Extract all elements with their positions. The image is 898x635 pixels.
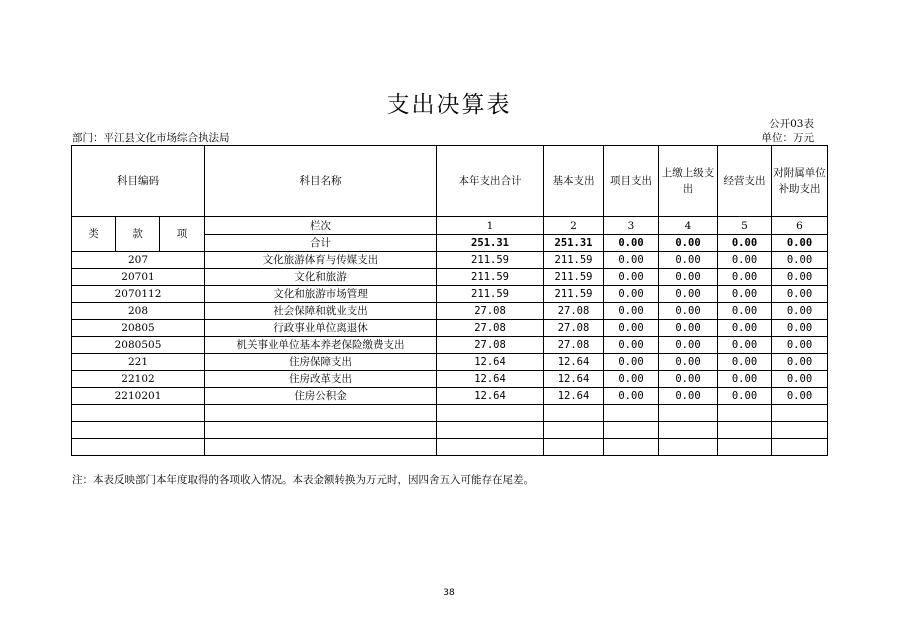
total-label: 合计 <box>205 235 437 252</box>
row-name: 住房保障支出 <box>205 354 437 371</box>
row-value: 0.00 <box>718 303 772 320</box>
empty-cell <box>659 439 718 456</box>
total-value: 251.31 <box>544 235 604 252</box>
row-value: 12.64 <box>437 371 544 388</box>
empty-cell <box>72 422 205 439</box>
row-value: 0.00 <box>718 252 772 269</box>
header-total: 本年支出合计 <box>437 146 544 217</box>
form-number: 公开03表 <box>769 118 814 130</box>
row-name: 文化旅游体育与传媒支出 <box>205 252 437 269</box>
row-name: 文化和旅游市场管理 <box>205 286 437 303</box>
row-value: 0.00 <box>718 388 772 405</box>
footnote: 注：本表反映部门本年度取得的各项收入情况。本表金额转换为万元时，因四舍五入可能存在尾差。 <box>72 474 534 486</box>
header-project: 项目支出 <box>604 146 659 217</box>
table-row <box>72 337 828 354</box>
row-code: 2070112 <box>72 286 205 303</box>
row-value: 0.00 <box>718 371 772 388</box>
column-number-row <box>72 217 828 235</box>
table-row <box>72 371 828 388</box>
row-value: 0.00 <box>604 269 659 286</box>
row-value: 12.64 <box>437 354 544 371</box>
row-value: 0.00 <box>772 269 828 286</box>
row-value: 0.00 <box>659 252 718 269</box>
col-number: 1 <box>437 217 544 235</box>
row-value: 0.00 <box>604 337 659 354</box>
row-code: 208 <box>72 303 205 320</box>
row-value: 0.00 <box>604 286 659 303</box>
page-title: 支出决算表 <box>386 92 512 118</box>
empty-cell <box>772 439 828 456</box>
row-value: 0.00 <box>718 320 772 337</box>
empty-cell <box>544 439 604 456</box>
empty-cell <box>205 439 437 456</box>
col-number: 5 <box>718 217 772 235</box>
row-name: 行政事业单位离退休 <box>205 320 437 337</box>
total-value: 251.31 <box>437 235 544 252</box>
header-operating: 经营支出 <box>718 146 772 217</box>
unit-label: 单位：万元 <box>761 132 814 144</box>
header-kuan: 款 <box>116 217 160 252</box>
row-code: 22102 <box>72 371 205 388</box>
table-row <box>72 388 828 405</box>
total-value: 0.00 <box>604 235 659 252</box>
row-value: 0.00 <box>659 354 718 371</box>
row-value: 0.00 <box>772 388 828 405</box>
empty-cell <box>772 422 828 439</box>
header-remit: 上缴上级支出 <box>659 146 718 217</box>
row-value: 0.00 <box>718 286 772 303</box>
row-value: 0.00 <box>604 303 659 320</box>
row-value: 211.59 <box>437 269 544 286</box>
row-name: 文化和旅游 <box>205 269 437 286</box>
row-value: 0.00 <box>659 337 718 354</box>
col-number: 3 <box>604 217 659 235</box>
row-value: 211.59 <box>544 269 604 286</box>
row-value: 0.00 <box>772 337 828 354</box>
row-value: 0.00 <box>659 320 718 337</box>
row-code: 2080505 <box>72 337 205 354</box>
table-row <box>72 354 828 371</box>
row-value: 0.00 <box>718 269 772 286</box>
total-value: 0.00 <box>659 235 718 252</box>
table-row <box>72 320 828 337</box>
row-value: 0.00 <box>718 354 772 371</box>
header-code: 科目编码 <box>72 146 205 217</box>
row-value: 211.59 <box>544 252 604 269</box>
header-subsidy: 对附属单位补助支出 <box>772 146 828 217</box>
total-value: 0.00 <box>772 235 828 252</box>
empty-cell <box>718 405 772 422</box>
empty-cell <box>205 422 437 439</box>
col-number: 4 <box>659 217 718 235</box>
column-label: 栏次 <box>205 217 437 235</box>
row-value: 0.00 <box>604 252 659 269</box>
row-value: 27.08 <box>544 337 604 354</box>
row-value: 0.00 <box>604 354 659 371</box>
col-number: 6 <box>772 217 828 235</box>
empty-cell <box>659 405 718 422</box>
empty-cell <box>604 405 659 422</box>
empty-row <box>72 405 828 422</box>
row-value: 0.00 <box>659 388 718 405</box>
row-value: 12.64 <box>544 388 604 405</box>
empty-row <box>72 422 828 439</box>
empty-cell <box>604 439 659 456</box>
empty-cell <box>772 405 828 422</box>
table-row <box>72 269 828 286</box>
row-name: 住房公积金 <box>205 388 437 405</box>
row-code: 20701 <box>72 269 205 286</box>
row-value: 0.00 <box>718 337 772 354</box>
row-value: 0.00 <box>772 320 828 337</box>
row-value: 0.00 <box>772 303 828 320</box>
empty-cell <box>437 439 544 456</box>
table-row <box>72 286 828 303</box>
row-value: 0.00 <box>772 286 828 303</box>
page-number: 38 <box>443 588 455 598</box>
row-value: 0.00 <box>659 303 718 320</box>
row-value: 211.59 <box>437 252 544 269</box>
row-value: 0.00 <box>772 354 828 371</box>
row-value: 0.00 <box>772 371 828 388</box>
row-value: 12.64 <box>544 371 604 388</box>
empty-cell <box>544 405 604 422</box>
row-name: 机关事业单位基本养老保险缴费支出 <box>205 337 437 354</box>
empty-cell <box>659 422 718 439</box>
empty-cell <box>604 422 659 439</box>
row-value: 27.08 <box>544 303 604 320</box>
row-value: 211.59 <box>544 286 604 303</box>
row-value: 0.00 <box>604 371 659 388</box>
row-code: 2210201 <box>72 388 205 405</box>
row-value: 0.00 <box>604 320 659 337</box>
col-number: 2 <box>544 217 604 235</box>
row-name: 社会保障和就业支出 <box>205 303 437 320</box>
row-value: 0.00 <box>772 252 828 269</box>
empty-cell <box>718 439 772 456</box>
table-row <box>72 303 828 320</box>
total-value: 0.00 <box>718 235 772 252</box>
row-code: 20805 <box>72 320 205 337</box>
header-basic: 基本支出 <box>544 146 604 217</box>
row-name: 住房改革支出 <box>205 371 437 388</box>
empty-cell <box>718 422 772 439</box>
row-value: 27.08 <box>544 320 604 337</box>
header-lei: 类 <box>72 217 116 252</box>
empty-cell <box>544 422 604 439</box>
empty-cell <box>205 405 437 422</box>
table-row <box>72 252 828 269</box>
row-code: 207 <box>72 252 205 269</box>
row-value: 211.59 <box>437 286 544 303</box>
row-value: 0.00 <box>659 269 718 286</box>
empty-cell <box>437 405 544 422</box>
row-value: 0.00 <box>659 371 718 388</box>
expenditure-table <box>71 145 828 456</box>
row-value: 27.08 <box>437 337 544 354</box>
header-row <box>72 146 828 217</box>
empty-cell <box>437 422 544 439</box>
row-value: 27.08 <box>437 320 544 337</box>
header-name: 科目名称 <box>205 146 437 217</box>
row-value: 0.00 <box>604 388 659 405</box>
department-label: 部门：平江县文化市场综合执法局 <box>72 132 230 144</box>
row-value: 27.08 <box>437 303 544 320</box>
row-value: 12.64 <box>437 388 544 405</box>
row-value: 0.00 <box>659 286 718 303</box>
empty-cell <box>72 405 205 422</box>
row-value: 12.64 <box>544 354 604 371</box>
empty-row <box>72 439 828 456</box>
header-xiang: 项 <box>160 217 205 252</box>
row-code: 221 <box>72 354 205 371</box>
empty-cell <box>72 439 205 456</box>
